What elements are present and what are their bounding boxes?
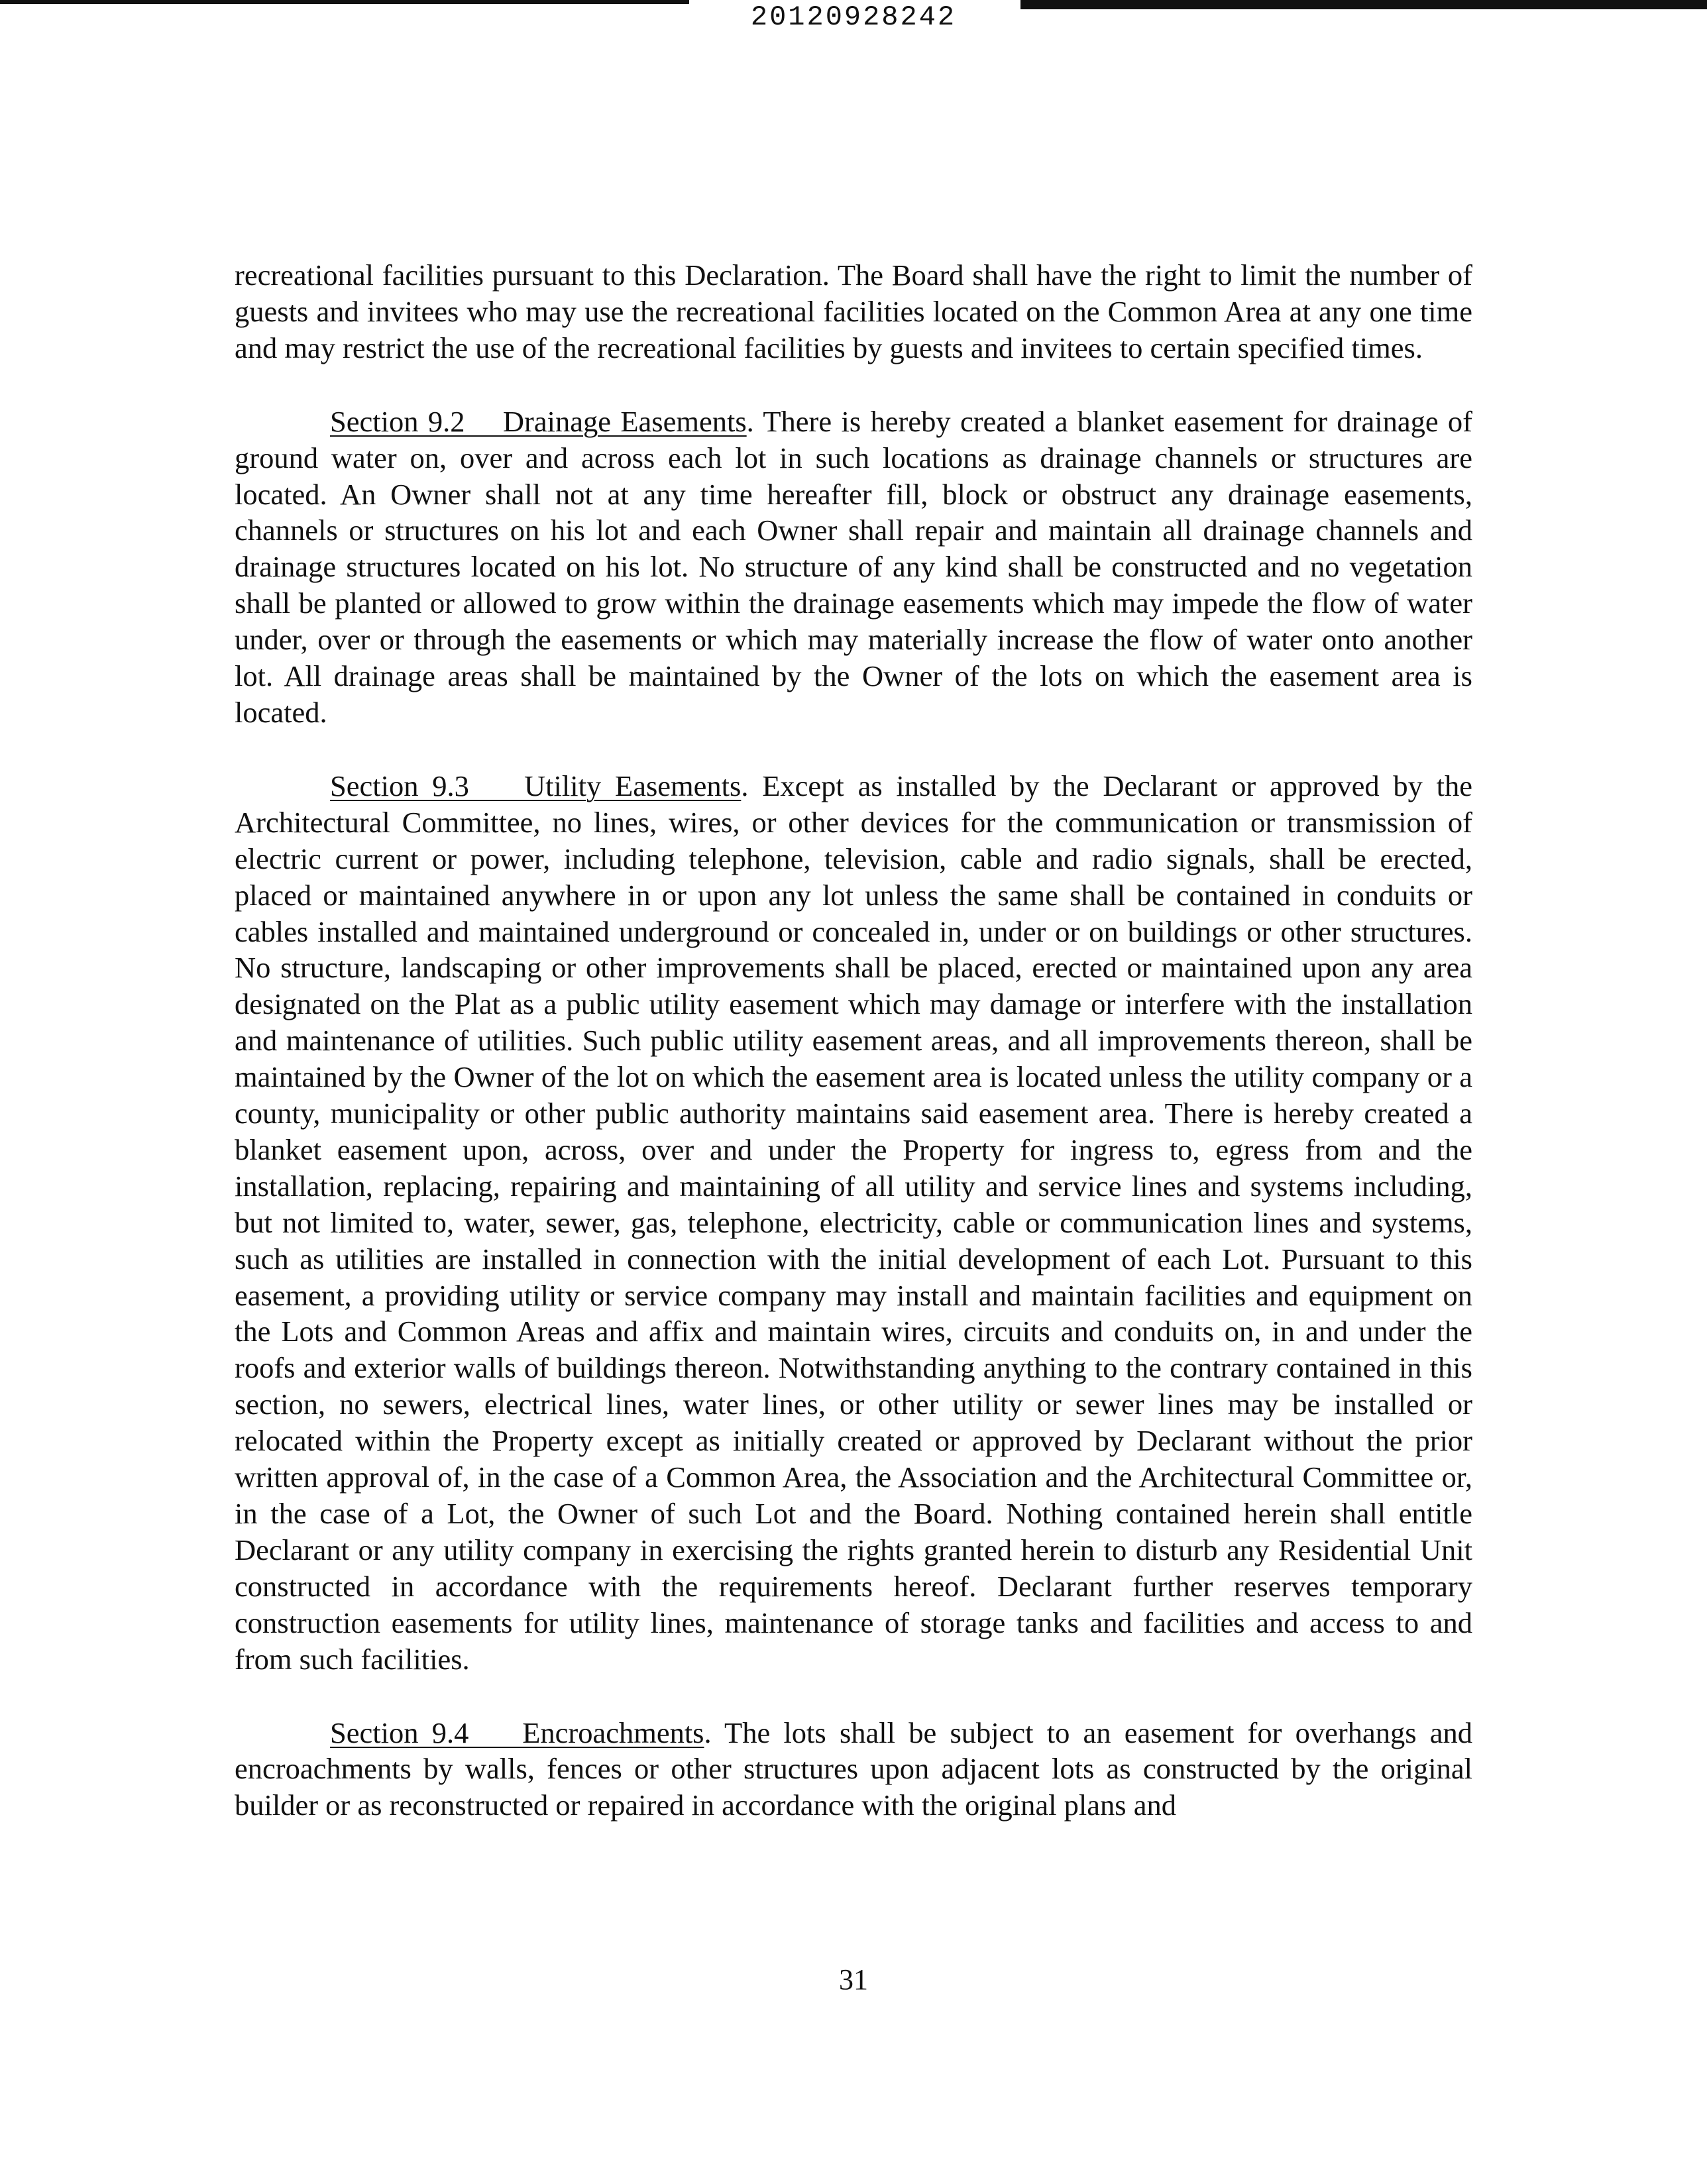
paragraph-section-9-3: [235, 768, 1472, 1678]
section-heading: Section 9.3 Utility Easements: [330, 769, 742, 802]
section-heading: Section 9.2 Drainage Easements: [330, 404, 747, 438]
document-body: [235, 257, 1472, 1824]
paragraph-section-9-2: [235, 404, 1472, 731]
paragraph-text: The lots shall be subject to an easement for overhangs and encroachments by walls, fences or other structures upon adjacent lots as constructed by the original builder or as reconstructed or repaired in accordance with the original plans and: [235, 1716, 1472, 1822]
section-heading: Section 9.4 Encroachments: [330, 1716, 704, 1749]
paragraph-continuation: [235, 257, 1472, 366]
page-number: 31: [839, 1963, 868, 1996]
heading-period: .: [746, 404, 754, 438]
paragraph-text: recreational facilities pursuant to this Declaration. The Board shall have the right to limit the number of guests and invitees who may use the recreational facilities located on the Common Area at any one time and may restrict the use of the recreational facilities by guests and invitees to certain specified times.: [235, 258, 1472, 364]
document-number: 20120928242: [750, 1, 957, 33]
heading-period: .: [704, 1716, 712, 1749]
paragraph-text: Except as installed by the Declarant or approved by the Architectural Committee, no lines, wires, or other devices for the communication or transmission of electric current or power, including telephone, television, cable and radio signals, shall be erected, placed or maintained anywhere in or upon any lot unless the same shall be contained in conduits or cables installed and maintained underground or concealed in, under or on buildings or other structures. No structure, landscaping or other improvements shall be placed, erected or maintained upon any area designated on the Plat as a public utility easement which may damage or interfere with the installation and maintenance of utilities. Such public utility easement areas, and all improvements thereon, shall be maintained by the Owner of the lot on which the easement area is located unless the utility company or a county, municipality or other public authority maintains said easement area. There is hereby created a blanket easement upon, across, over and under the Property for ingress to, egress from and the installation, replacing, repairing and maintaining of all utility and service lines and systems including, but not limited to, water, sewer, gas, telephone, electricity, cable or communication lines and systems, such as utilities are installed in connection with the initial development of each Lot. Pursuant to this easement, a providing utility or service company may install and maintain facilities and equipment on the Lots and Common Areas and affix and maintain wires, circuits and conduits on, in and under the roofs and exterior walls of buildings thereon. Notwithstanding anything to the contrary contained in this section, no sewers, electrical lines, water lines, or other utility or sewer lines may be installed or relocated within the Property except as initially created or approved by Declarant without the prior written approval of, in the case of a Common Area, the Association and the Architectural Committee or, in the case of a Lot, the Owner of such Lot and the Board. Nothing contained herein shall entitle Declarant or any utility company in exercising the rights granted herein to disturb any Residential Unit constructed in accordance with the requirements hereof. Declarant further reserves temporary construction easements for utility lines, maintenance of storage tanks and facilities and access to and from such facilities.: [235, 769, 1473, 1676]
paragraph-text: There is hereby created a blanket easement for drainage of ground water on, over and across each lot in such locations as drainage channels or structures are located. An Owner shall not at any time hereafter fill, block or obstruct any drainage easements, channels or structures on his lot and each Owner shall repair and maintain all drainage channels and drainage structures located on his lot. No structure of any kind shall be constructed and no vegetation shall be planted or allowed to grow within the drainage easements which may impede the flow of water under, over or through the easements or which may materially increase the flow of water onto another lot. All drainage areas shall be maintained by the Owner of the lots on which the easement area is located.: [235, 404, 1473, 729]
paragraph-section-9-4: [235, 1715, 1472, 1824]
heading-period: .: [741, 769, 749, 802]
